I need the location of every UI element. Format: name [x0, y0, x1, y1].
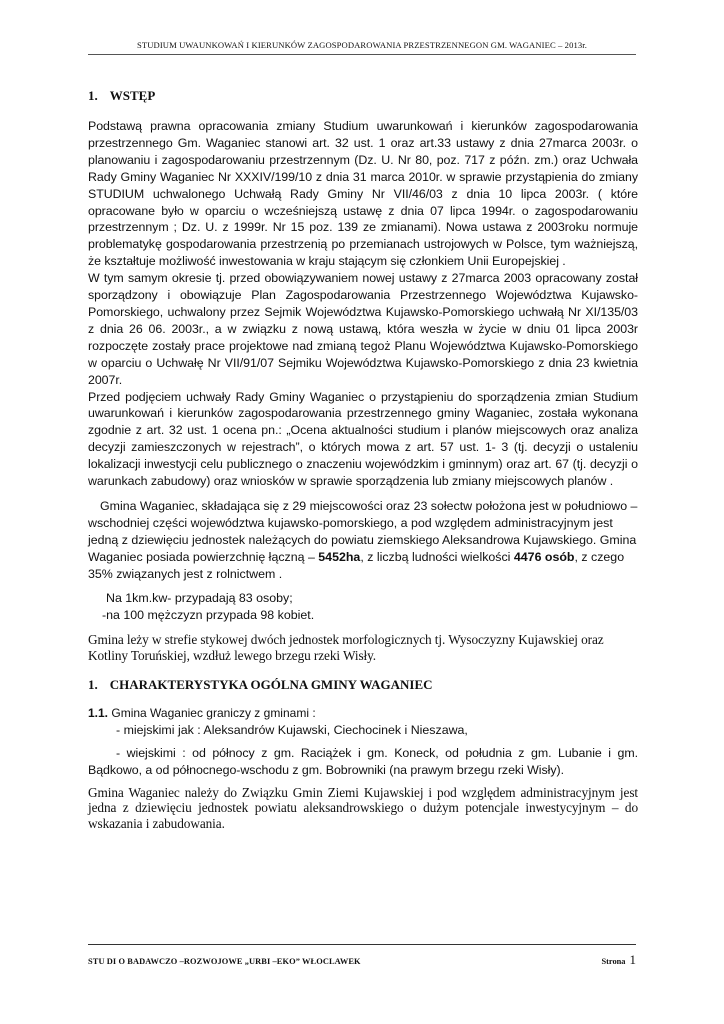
paragraph-assessment: Przed podjęciem uchwały Rady Gminy Waganiec o przystąpieniu do sporządzenia zmian Studium uwarunkowań i kierunków zagospodarowania przestrzennego gminy Waganiec, została wykonana zgodnie z art. 32 ust. 1 ocena pn.: „Ocena aktualności studium i planów miejscowych oraz analiza decyzji zamieszczonych w rejestrach”, o których mowa z art. 57 ust. 1- 3 (tj. decyzji o ustaleniu lokalizacji inwestycji celu publicznego o znaczeniu wojewódzkim i gminnym) oraz art. 67 (tj. decyzji o warunkach zabudowy) oraz wniosków w sprawie sporządzenia lub zmiany miejscowych planów . — [88, 389, 638, 489]
section-title: WSTĘP — [109, 88, 156, 103]
area-value: 5452ha — [318, 549, 361, 564]
document-body — [88, 88, 638, 831]
density-line: Na 1km.kw- przypadają 83 osoby; — [106, 591, 293, 606]
section-number: 1. — [88, 677, 98, 693]
population-value: 4476 osób — [513, 549, 575, 564]
section-title: CHARAKTERYSTYKA OGÓLNA GMINY WAGANIEC — [109, 677, 433, 693]
gender-ratio-line: -na 100 mężczyzn przypada 98 kobiet. — [102, 608, 315, 623]
paragraph-legal-basis: Podstawą prawna opracowania zmiany Studium uwarunkowań i kierunków zagospodarowania przestrzennego Gm. Waganiec stanowi art. 32 ust. 1 oraz art.33 ustawy z dnia 27marca 2003r. o planowaniu i zagospodarowaniu przestrzennym (Dz. U. Nr 80, poz. 717 z późn. zm.) oraz Uchwała Rady Gminy Waganiec Nr XXXIV/199/10 z dnia 31 marca 2010r. w sprawie przystąpienia do zmiany STUDIUM uchwalonego Uchwałą Rady Gminy Nr VII/46/03 z dnia 10 lipca 2003r. ( które opracowane było w oparciu o wcześniejszą ustawę z dnia 07 lipca 1994r. o zagospodarowaniu przestrzennym ; Dz. U. z 1999r. Nr 15 poz. 139 ze zmianami). Nowa ustawa z 2003roku normuje problematykę gospodarowania przestrzenią po przemianach ustrojowych w Polsce, tym ważniejszą, że kształtuje możliwość inwestowania w kraju stającym się członkiem Unii Europejskiej . — [88, 119, 638, 269]
subsection-title: Gmina Waganiec graniczy z gminami : — [111, 706, 316, 721]
overview-text-b: , z liczbą ludności wielkości — [360, 549, 514, 564]
footer-publisher: STU DI O BADAWCZO –ROZWOJOWE „URBI –EKO” WŁOCLAWEK — [88, 957, 361, 966]
running-header: STUDIUM UWAUNKOWAŃ I KIERUNKÓW ZAGOSPODAROWANIA PRZESTRZENNEGON GM. WAGANIEC – 2013r. — [88, 40, 636, 55]
rural-neighbours: - wiejskimi : od północy z gm. Raciążek i gm. Koneck, od południa z gm. Lubanie i gm. Bądkowo, a od północnego-wschodu z gm. Bobrowniki (na prawym brzegu rzeki Wisły). — [88, 745, 638, 777]
overview-text-a: Gmina Waganiec, składająca się z 29 miejscowości oraz 23 sołectw położona jest w południowo – wschodniej części województwa kujawsko-pomorskiego, a pod względem administracyjnym jest jedną z dziewięciu jednostek należących do powiatu ziemskiego Aleksandrowa Kujawskiego. Gmina Waganiec posiada powierzchnię łączną – — [88, 498, 638, 564]
overview-text-c: , z czego 35% związanych jest z rolnictwem . — [88, 549, 625, 581]
section-number: 1. — [88, 88, 98, 103]
section-heading-intro — [88, 88, 638, 104]
footer-page — [601, 952, 636, 968]
urban-neighbours: - miejskimi jak : Aleksandrów Kujawski, Ciechocinek i Nieszawa, — [116, 722, 468, 737]
page-footer — [88, 944, 636, 968]
page-number: 1 — [629, 952, 636, 967]
paragraph-morphology: Gmina leży w strefie stykowej dwóch jednostek morfologicznych tj. Wysoczyzny Kujawskiej oraz Kotliny Toruńskiej, wzdłuż lewego brzegu rzeki Wisły. — [88, 632, 604, 663]
page-label: Strona — [601, 957, 626, 966]
paragraph-association: Gmina Waganiec należy do Związku Gmin Ziemi Kujawskiej i pod względem administracyjnym jest jedna z dziewięciu jednostek powiatu aleksandrowskiego o dużym potencjale inwestycyjnym – do wskazania i zabudowania. — [88, 784, 638, 831]
subsection-heading — [88, 706, 638, 722]
subsection-number: 1.1. — [88, 706, 109, 721]
paragraph-regional-plan: W tym samym okresie tj. przed obowiązywaniem nowej ustawy z 27marca 2003 opracowany został sporządzony i obowiązuje Plan Zagospodarowania Przestrzennego Województwa Kujawsko-Pomorskiego, uchwalony przez Sejmik Województwa Kujawsko-Pomorskiego uchwałą Nr XI/135/03 z dnia 26 06. 2003r., a w związku z nową ustawą, która weszła w życie w dniu 01 lipca 2003r rozpoczęte zostały prace projektowe nad zmianą tegoż Planu Województwa Kujawsko-Pomorskiego w oparciu o Uchwałę Nr VII/91/07 Sejmiku Województwa Kujawsko-Pomorskiego z dnia 23 kwietnia 2007r. — [88, 271, 638, 387]
paragraph-gmina-overview — [88, 498, 638, 583]
section-heading-characteristics — [88, 677, 638, 693]
